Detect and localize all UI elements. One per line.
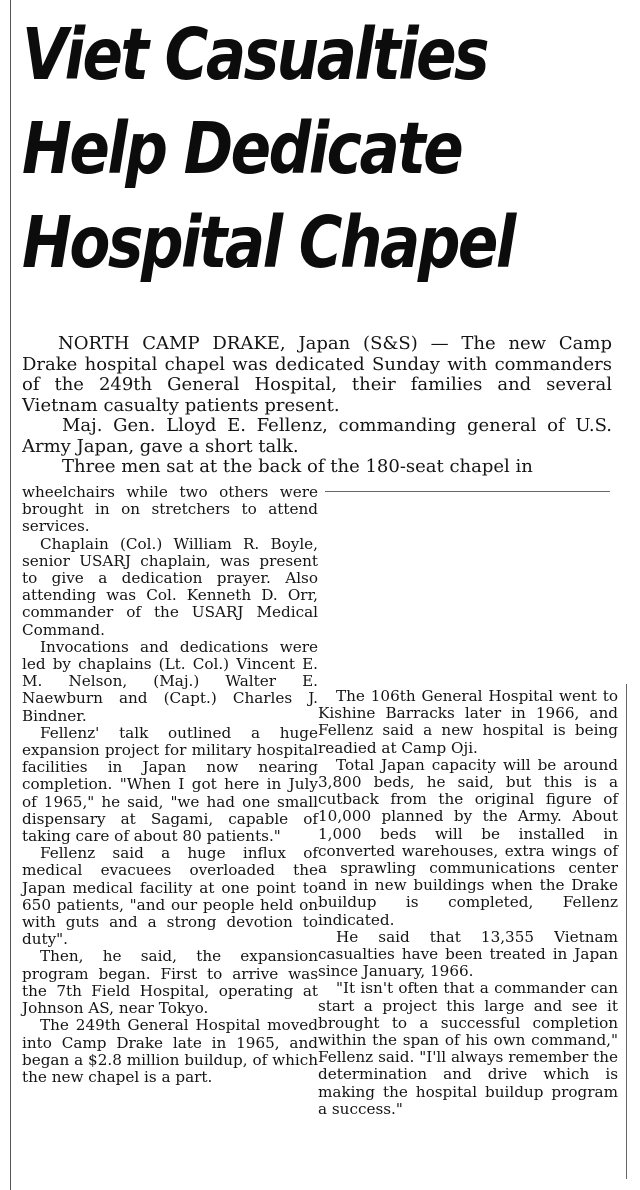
lead-paragraphs: [22, 334, 612, 478]
left-paragraph-4: Fellenz' talk outlined a huge expansion project for military hospital facilities in Japan now nearing completion. "When I got here in July of 1965," he said, "we had one small dispensary at Sagami, capable of taking care of about 80 patients.": [22, 723, 318, 846]
column-rule-left: [10, 0, 11, 1190]
right-paragraph-2: Total Japan capacity will be around 3,800 beds, he said, but this is a cutback from the original figure of 10,000 planned by the Army. About 1,000 beds will be installed in converted warehouses, extra wings of a sprawling communications center and in new buildings when the Drake buildup is completed, Fellenz indicated.: [318, 755, 618, 929]
left-paragraph-3: Invocations and dedications were led by chaplains (Lt. Col.) Vincent E. M. Nelson, (Maj.) Walter E. Naewburn and (Capt.) Charles J. Bindner.: [22, 637, 318, 725]
left-paragraph-1: wheelchairs while two others were brought in on stretchers to attend services.: [22, 483, 318, 536]
lead-paragraph-3: Three men sat at the back of the 180-seat chapel in: [62, 456, 533, 477]
left-paragraph-7: The 249th General Hospital moved into Camp Drake late in 1965, and began a $2.8 million buildup, of which the new chapel is a part.: [22, 1016, 318, 1086]
right-paragraph-3: He said that 13,355 Vietnam casualties have been treated in Japan since January, 1966.: [318, 927, 618, 981]
headline-line-3: Hospital Chapel: [22, 201, 514, 284]
left-paragraph-2: Chaplain (Col.) William R. Boyle, senior USARJ chaplain, was present to give a dedication prayer. Also attending was Col. Kenneth D. Orr, commander of the USARJ Medical Command.: [22, 534, 318, 639]
right-paragraph-4: "It isn't often that a commander can start a project this large and see it brought to a successful completion within the span of his own command," Fellenz said. "I'll always remember the determination and drive which is making the hospital buildup program a success.": [318, 979, 618, 1118]
left-paragraph-5: Fellenz said a huge influx of medical evacuees overloaded the Japan medical facility at one point to 650 patients, "and our people held on with guts and a strong devotion to duty".: [22, 844, 318, 949]
headline: [22, 8, 534, 290]
headline-line-1: Viet Casualties: [22, 13, 488, 96]
headline-line-2: Help Dedicate: [22, 107, 462, 190]
right-paragraph-1: The 106th General Hospital went to Kishine Barracks later in 1966, and Fellenz said a new hospital is being readied at Camp Oji.: [318, 687, 618, 757]
right-column: [318, 688, 618, 1118]
left-paragraph-6: Then, he said, the expansion program began. First to arrive was the 7th Field Hospital, operating at Johnson AS, near Tokyo.: [22, 947, 318, 1018]
left-column: [22, 484, 318, 1086]
column-rule-right: [626, 684, 627, 1179]
lead-paragraph-2: Maj. Gen. Lloyd E. Fellenz, commanding general of U.S. Army Japan, gave a short talk.: [22, 415, 612, 457]
lead-paragraph-1: NORTH CAMP DRAKE, Japan (S&S) — The new Camp Drake hospital chapel was dedicated Sunday with commanders of the 249th General Hospital, their families and several Vietnam casualty patients present.: [22, 333, 612, 416]
column-stub-rule: [325, 491, 610, 492]
